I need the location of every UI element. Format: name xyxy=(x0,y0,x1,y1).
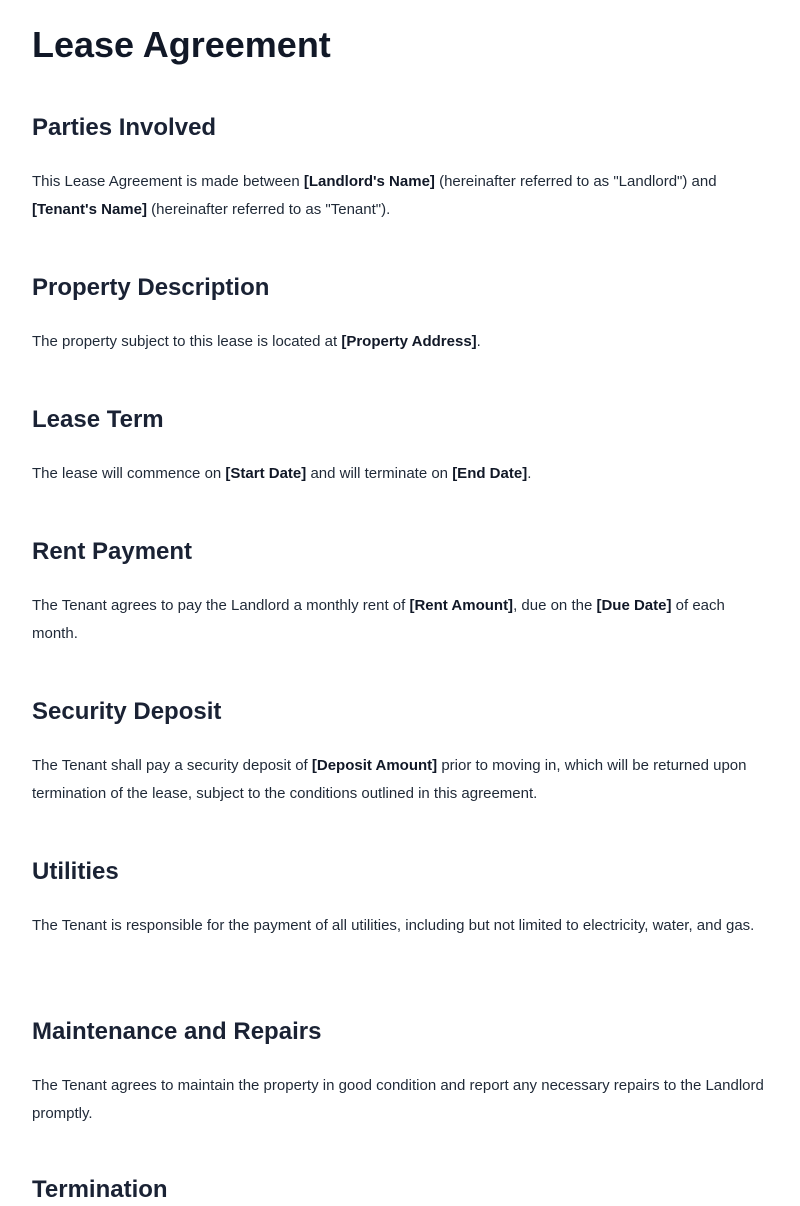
text-run: The Tenant agrees to pay the Landlord a monthly rent of xyxy=(32,597,410,614)
section-heading-property: Property Description xyxy=(32,274,270,301)
text-run: The lease will commence on xyxy=(32,465,226,482)
section-heading-termination: Termination xyxy=(32,1176,168,1203)
section-text-term xyxy=(32,460,768,488)
placeholder-start-date: [Start Date] xyxy=(225,465,307,482)
section-text-deposit xyxy=(32,752,768,808)
section-heading-maintenance: Maintenance and Repairs xyxy=(32,1018,322,1045)
section-text-utilities: The Tenant is responsible for the payment of all utilities, including but not limited to electricity, water, and gas. xyxy=(32,917,755,934)
placeholder-deposit-amount: [Deposit Amount] xyxy=(311,757,438,774)
text-run: . xyxy=(527,465,532,482)
section-heading-term: Lease Term xyxy=(32,406,164,433)
text-run: This Lease Agreement is made between xyxy=(32,173,304,190)
placeholder-property-address: [Property Address] xyxy=(341,333,477,350)
document-title: Lease Agreement xyxy=(32,24,331,65)
placeholder-end-date: [End Date] xyxy=(452,465,528,482)
section-text-maintenance: The Tenant agrees to maintain the property in good condition and report any necessary repairs to the Landlord promptly. xyxy=(32,1077,764,1122)
text-run: , due on the xyxy=(513,597,597,614)
placeholder-rent-amount: [Rent Amount] xyxy=(409,597,514,614)
text-run: . xyxy=(476,333,481,350)
text-run: The property subject to this lease is located at xyxy=(32,333,342,350)
section-text-parties xyxy=(32,168,768,224)
placeholder-landlord-name: [Landlord's Name] xyxy=(303,173,435,190)
text-run: and will terminate on xyxy=(306,465,453,482)
section-text-property xyxy=(32,328,768,356)
placeholder-due-date: [Due Date] xyxy=(596,597,672,614)
text-run: prior to moving in, which will be returned upon termination of the lease, subject to the conditions outlined in this agreement. xyxy=(32,757,747,802)
section-text-rent xyxy=(32,592,768,648)
placeholder-tenant-name: [Tenant's Name] xyxy=(32,201,147,218)
text-run: of each month. xyxy=(32,597,725,642)
section-heading-deposit: Security Deposit xyxy=(32,698,222,725)
text-run: (hereinafter referred to as "Tenant"). xyxy=(146,201,391,218)
section-heading-utilities: Utilities xyxy=(32,858,119,885)
section-heading-parties: Parties Involved xyxy=(32,114,217,141)
text-run: The Tenant shall pay a security deposit of xyxy=(32,757,312,774)
text-run: (hereinafter referred to as "Landlord") and xyxy=(434,173,717,190)
section-heading-rent: Rent Payment xyxy=(32,538,193,565)
